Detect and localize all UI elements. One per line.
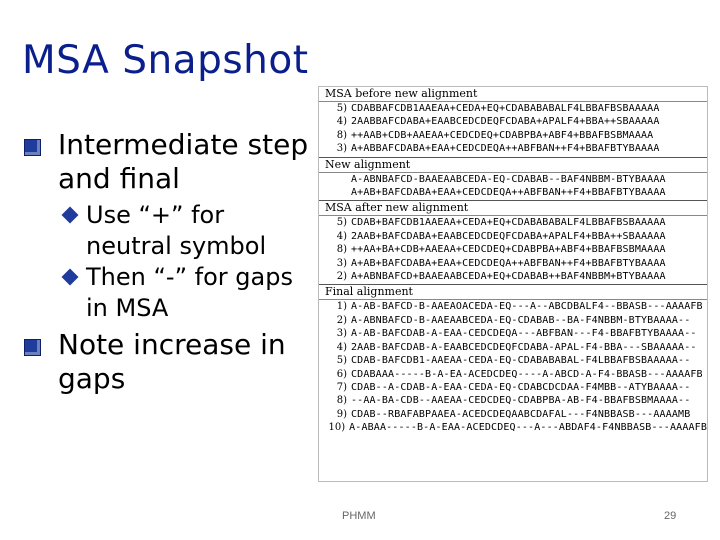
sequence-text: CDAB--A-CDAB-A-EAA-CEDA-EQ-CDABCDCDAA-F4MBB--ATYBAAAA--: [351, 381, 691, 393]
sequence-text: --AA-BA-CDB--AAEAA-CEDCDEQ-CDABPBA-AB-F4-BBAFBSBMAAAA--: [351, 395, 691, 407]
bullet-text: Note increase in gaps: [58, 328, 286, 395]
row-number: 2): [336, 271, 347, 283]
sequence-text: CDABAAA-----B-A-EA-ACEDCDEQ----A-ABCD-A-F4-BBASB---AAAAFB: [351, 368, 703, 380]
sequence-text: ++AAB+CDB+AAEAA+CEDCDEQ+CDABPBA+ABF4+BBAFBSBMAAAA: [351, 129, 654, 141]
alignment-row: [319, 142, 707, 155]
sequence-text: CDAB--RBAFABPAAEA-ACEDCDEQAABCDAFAL---F4NBBASB---AAAAMB: [351, 408, 691, 420]
alignment-row: [319, 408, 707, 421]
sequence-text: ++AA+BA+CDB+AAEAA+CEDCDEQ+CDABPBA+ABF4+BBAFBSBMAAAA: [351, 244, 666, 256]
row-number: 6): [336, 368, 347, 380]
row-number: 9): [336, 408, 347, 420]
new-title: New alignment: [319, 158, 707, 173]
footer-label: PHMM: [342, 510, 376, 522]
alignment-row: [319, 186, 707, 199]
alignment-row: [319, 115, 707, 128]
alignment-row: [319, 216, 707, 229]
alignment-row: [319, 381, 707, 394]
alignment-row: [319, 368, 707, 381]
diamond-bullet-icon: [62, 207, 79, 224]
sequence-text: A+AB+BAFCDABA+EAA+CEDCDEQA++ABFBAN++F4+BBAFBTYBAAAA: [351, 187, 666, 199]
bullet-note: [24, 328, 314, 396]
before-title: MSA before new alignment: [319, 87, 707, 102]
alignment-row: [319, 327, 707, 340]
after-title: MSA after new alignment: [319, 201, 707, 216]
before-rows: [319, 102, 707, 156]
sequence-text: A+ABNBAFCD+BAAEAABCEDA+EQ+CDABAB++BAF4NBBM+BTYBAAAA: [351, 271, 666, 283]
row-number: 1): [336, 301, 347, 313]
sequence-text: A-ABNBAFCD-B-AAEAABCEDA-EQ-CDABAB--BA-F4NBBM-BTYBAAAA--: [351, 314, 691, 326]
row-number: 7): [336, 381, 347, 393]
subbullet-then: [24, 262, 314, 324]
row-number: 3): [336, 257, 347, 269]
row-number: 8): [336, 395, 347, 407]
alignment-row: [319, 421, 707, 434]
row-number: 3): [336, 328, 347, 340]
final-rows: [319, 300, 707, 434]
sequence-text: 2AABBAFCDABA+EAABCEDCDEQFCDABA+APALF4+BBA++SBAAAAA: [351, 116, 660, 128]
alignment-row: [319, 230, 707, 243]
msa-figure: [318, 86, 708, 482]
sequence-text: 2AAB+BAFCDABA+EAABCEDCDEQFCDABA+APALF4+BBA++SBAAAAA: [351, 230, 666, 242]
row-number: [319, 173, 351, 186]
page-number: 29: [664, 510, 677, 522]
alignment-row: [319, 102, 707, 115]
bullet-text: Intermediate step and final: [58, 128, 309, 195]
alignment-row: [319, 300, 707, 313]
slide-title: MSA Snapshot: [22, 38, 309, 83]
row-number: 5): [336, 103, 347, 114]
row-number: 4): [336, 230, 347, 242]
row-number: [319, 186, 351, 199]
sequence-text: CDABBAFCDB1AAEAA+CEDA+EQ+CDABABABALF4LBBAFBSBAAAAA: [351, 103, 660, 114]
bullet-list: [24, 128, 314, 396]
square-bullet-icon: [24, 139, 41, 156]
subbullet-text: Use “+” for neutral symbol: [86, 201, 267, 260]
alignment-row: [319, 129, 707, 142]
row-number: 8): [336, 244, 347, 256]
sequence-text: A-ABNBAFCD-BAAEAABCEDA-EQ-CDABAB--BAF4NBBM-BTYBAAAA: [351, 173, 666, 185]
alignment-row: [319, 257, 707, 270]
bullet-intermediate: [24, 128, 314, 196]
sequence-text: CDAB-BAFCDB1-AAEAA-CEDA-EQ-CDABABABAL-F4LBBAFBSBAAAAA--: [351, 355, 691, 367]
subbullet-use: [24, 200, 314, 262]
sequence-text: A-ABAA-----B-A-EAA-ACEDCDEQ---A---ABDAF4-F4NBBASB---AAAAFB: [349, 422, 707, 434]
row-number: 10): [328, 422, 346, 434]
sequence-text: CDAB+BAFCDB1AAEAA+CEDA+EQ+CDABABABALF4LBBAFBSBAAAAA: [351, 217, 666, 229]
row-number: 2): [336, 314, 347, 326]
square-bullet-icon: [24, 339, 41, 356]
new-rows: [319, 173, 707, 200]
sequence-text: A-AB-BAFCDAB-A-EAA-CEDCDEQA---ABFBAN---F4-BBAFBTYBAAAA--: [351, 328, 697, 340]
after-rows: [319, 216, 707, 283]
subbullet-text: Then “-” for gaps in MSA: [86, 263, 293, 322]
row-number: 5): [336, 217, 347, 229]
sequence-text: A+ABBAFCDABA+EAA+CEDCDEQA++ABFBAN++F4+BBAFBTYBAAAA: [351, 143, 660, 155]
alignment-row: [319, 341, 707, 354]
row-number: 8): [336, 129, 347, 141]
alignment-row: [319, 354, 707, 367]
row-number: 4): [336, 116, 347, 128]
alignment-row: [319, 243, 707, 256]
row-number: 4): [336, 341, 347, 353]
row-number: 5): [336, 355, 347, 367]
alignment-row: [319, 270, 707, 283]
sequence-text: A-AB-BAFCD-B-AAEAOACEDA-EQ---A--ABCDBALF4--BBASB---AAAAFB: [351, 301, 703, 313]
sequence-text: 2AAB-BAFCDAB-A-EAABCEDCDEQFCDABA-APAL-F4-BBA---SBAAAAA--: [351, 341, 697, 353]
sequence-text: A+AB+BAFCDABA+EAA+CEDCDEQA++ABFBAN++F4+BBAFBTYBAAAA: [351, 257, 666, 269]
row-number: 3): [336, 143, 347, 155]
final-title: Final alignment: [319, 285, 707, 300]
alignment-row: [319, 314, 707, 327]
alignment-row: [319, 173, 707, 186]
diamond-bullet-icon: [62, 269, 79, 286]
alignment-row: [319, 394, 707, 407]
